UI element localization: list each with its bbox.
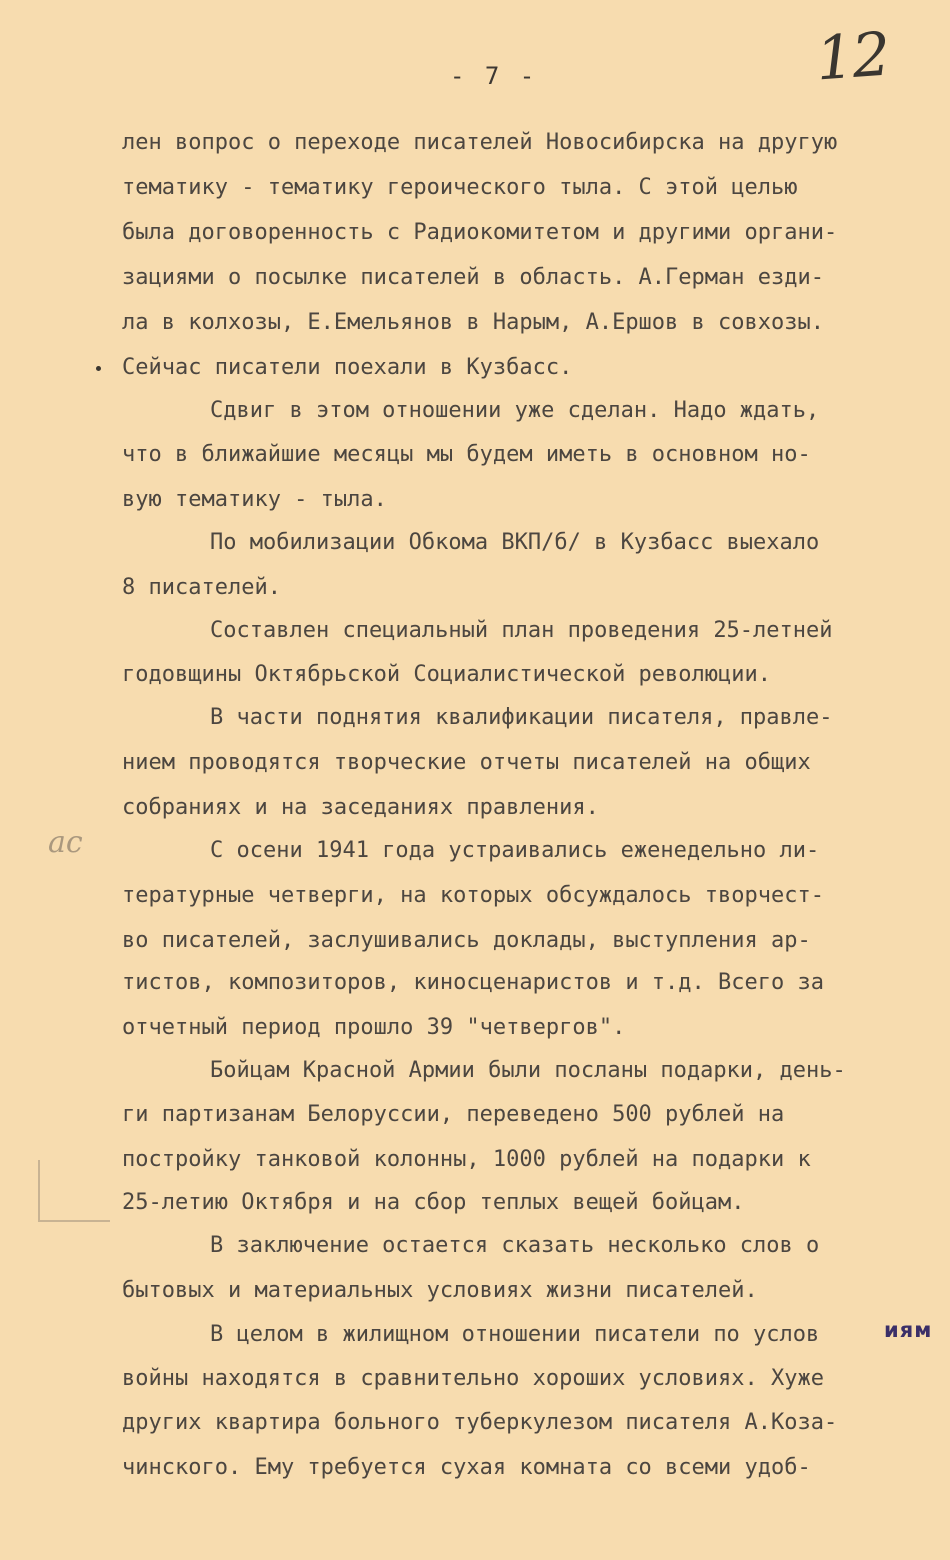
margin-pencil-mark: ас — [48, 825, 83, 860]
text-line: С осени 1941 года устраивались еженедельно ли- — [210, 838, 820, 863]
text-line: Сдвиг в этом отношении уже сделан. Надо ждать, — [210, 398, 820, 423]
archive-page-number: 12 — [813, 19, 891, 95]
text-line: В части поднятия квалификации писателя, правле- — [210, 705, 833, 730]
text-line: Составлен специальный план проведения 25-летней — [210, 618, 833, 643]
text-line: что в ближайшие месяцы мы будем иметь в основном но- — [122, 442, 811, 467]
text-line: отчетный период прошло 39 "четвергов". — [122, 1015, 626, 1040]
text-line: тематику - тематику героического тыла. С этой целью — [122, 175, 798, 200]
text-line: вую тематику - тыла. — [122, 487, 387, 512]
text-line: Бойцам Красной Армии были посланы подарки, день- — [210, 1058, 846, 1083]
text-line: годовщины Октябрьской Социалистической революции. — [122, 662, 772, 687]
text-line: ги партизанам Белоруссии, переведено 500 рублей на — [122, 1102, 785, 1127]
stamped-word-ending: иям — [884, 1318, 933, 1342]
text-line: других квартира больного туберкулезом писателя А.Коза- — [122, 1410, 838, 1435]
text-line: нием проводятся творческие отчеты писателей на общих — [122, 750, 811, 775]
text-line: чинского. Ему требуется сухая комната со всеми удоб- — [122, 1455, 811, 1480]
text-line: В заключение остается сказать несколько слов о — [210, 1233, 820, 1258]
text-line: Сейчас писатели поехали в Кузбасс. — [122, 355, 573, 380]
text-line: зациями о посылке писателей в область. А.Герман езди- — [122, 265, 824, 290]
text-line: войны находятся в сравнительно хороших условиях. Хуже — [122, 1366, 824, 1391]
text-line: во писателей, заслушивались доклады, выступления ар- — [122, 928, 811, 953]
margin-bracket-mark — [38, 1160, 110, 1222]
text-line: лен вопрос о переходе писателей Новосибирска на другую — [122, 130, 838, 155]
text-line: тистов, композиторов, киносценаристов и т.д. Всего за — [122, 970, 824, 995]
text-line: тературные четверги, на которых обсуждалось творчест- — [122, 883, 824, 908]
text-line: бытовых и материальных условиях жизни писателей. — [122, 1278, 758, 1303]
text-line: ла в колхозы, Е.Емельянов в Нарым, А.Ершов в совхозы. — [122, 310, 824, 335]
text-line: постройку танковой колонны, 1000 рублей на подарки к — [122, 1147, 811, 1172]
text-line: По мобилизации Обкома ВКП/б/ в Кузбасс выехало — [210, 530, 820, 555]
text-line: была договоренность с Радиокомитетом и другими органи- — [122, 220, 838, 245]
text-line: собраниях и на заседаниях правления. — [122, 795, 599, 820]
text-line: 25-летию Октября и на сбор теплых вещей бойцам. — [122, 1190, 745, 1215]
text-line: В целом в жилищном отношении писатели по услов — [210, 1322, 820, 1347]
margin-dot-mark — [96, 366, 101, 371]
page-number: - 7 - — [450, 62, 538, 90]
text-line: 8 писателей. — [122, 575, 281, 600]
